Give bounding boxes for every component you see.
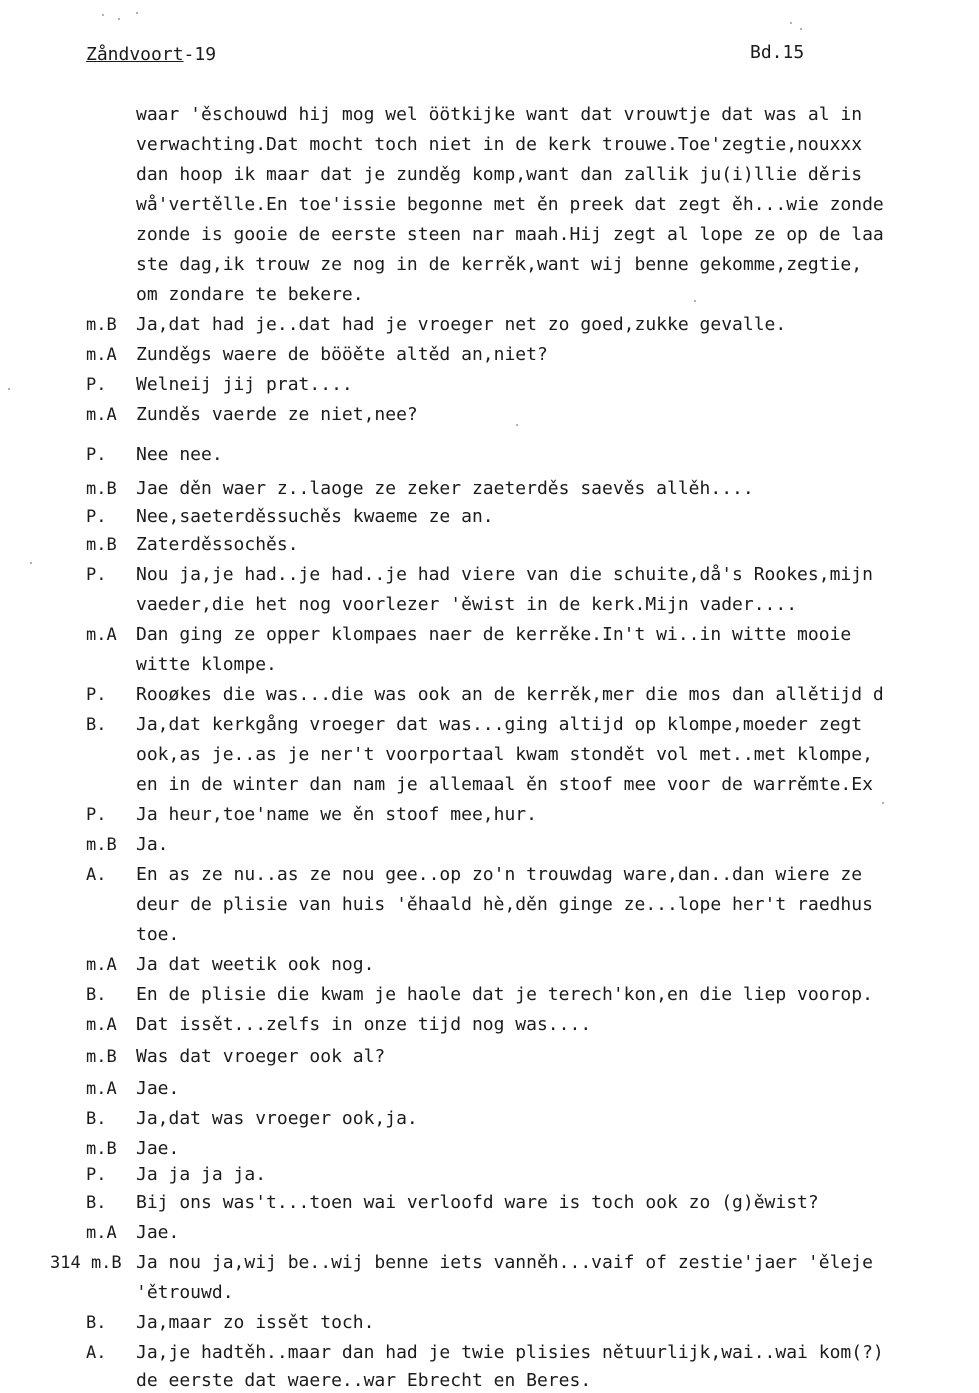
speaker-label: 314 m.B	[50, 1253, 122, 1273]
line-text: Ja.	[136, 834, 169, 855]
scan-speck	[136, 12, 138, 14]
speaker-label: P.	[86, 445, 107, 465]
line-text: Zunděs vaerde ze niet,nee?	[136, 404, 418, 425]
speaker-label: B.	[86, 1193, 107, 1213]
line-text: toe.	[136, 924, 180, 945]
line-text: de eerste dat waere..war Ebrecht en Beres.	[136, 1370, 592, 1391]
speaker-label: m.A	[86, 1079, 117, 1099]
line-text: Ja,maar zo issět toch.	[136, 1312, 375, 1333]
title-suffix: -19	[183, 44, 217, 65]
scan-speck	[30, 562, 32, 564]
line-text: dan hoop ik maar dat je zunděg komp,want dan zallik ju(i)llie děris	[136, 164, 863, 185]
scan-speck	[694, 300, 696, 302]
scan-speck	[102, 14, 104, 16]
title-main: Zåndvoort	[86, 44, 184, 65]
line-text: En as ze nu..as ze nou gee..op zo'n trouwdag ware,dan..dan wiere ze	[136, 864, 863, 885]
scan-speck	[882, 802, 884, 804]
speaker-label: m.A	[86, 345, 117, 365]
line-text: zonde is gooie de eerste steen nar maah.Hij zegt al lope ze op de laa	[136, 224, 884, 245]
line-text: Ja heur,toe'name we ěn stoof mee,hur.	[136, 804, 537, 825]
speaker-label: m.B	[86, 1047, 117, 1067]
scan-speck	[790, 22, 792, 24]
line-text: Ja,dat kerkgång vroeger dat was...ging altijd op klompe,moeder zegt	[136, 714, 863, 735]
speaker-label: P.	[86, 1165, 107, 1185]
line-text: Ja nou ja,wij be..wij benne iets vanněh...vaif of zestie'jaer 'ěleje	[136, 1252, 873, 1273]
speaker-label: B.	[86, 1313, 107, 1333]
line-text: ook,as je..as je ner't voorportaal kwam stondět vol met..met klompe,	[136, 744, 873, 765]
line-text: Bij ons was't...toen wai verloofd ware is toch ook zo (g)ěwist?	[136, 1192, 819, 1213]
line-text: witte klompe.	[136, 654, 277, 675]
document-title	[86, 44, 216, 65]
speaker-label: m.A	[86, 1015, 117, 1035]
line-text: Zaterděssochěs.	[136, 534, 299, 555]
speaker-label: P.	[86, 565, 107, 585]
line-text: deur de plisie van huis 'ěhaald hè,děn ginge ze...lope her't raedhus	[136, 894, 873, 915]
line-text: om zondare te bekere.	[136, 284, 364, 305]
speaker-label: P.	[86, 375, 107, 395]
line-text: verwachting.Dat mocht toch niet in de kerk trouwe.Toe'zegtie,nouxxx	[136, 134, 863, 155]
line-text: Dat issět...zelfs in onze tijd nog was....	[136, 1014, 592, 1035]
line-text: Nee,saeterděssuchěs kwaeme ze an.	[136, 506, 494, 527]
line-text: vaeder,die het nog voorlezer 'ěwist in de kerk.Mijn vader....	[136, 594, 798, 615]
line-text: waar 'ěschouwd hij mog wel öötkijke want dat vrouwtje dat was al in	[136, 104, 863, 125]
speaker-label: A.	[86, 1343, 107, 1363]
line-text: Was dat vroeger ook al?	[136, 1046, 386, 1067]
line-text: Zunděgs waere de bööěte altěd an,niet?	[136, 344, 548, 365]
line-text: Nee nee.	[136, 444, 223, 465]
speaker-label: m.B	[86, 1139, 117, 1159]
speaker-label: m.A	[86, 625, 117, 645]
line-text: Jae.	[136, 1078, 180, 1099]
speaker-label: m.B	[86, 535, 117, 555]
line-text: Jae.	[136, 1138, 180, 1159]
line-text: Ja,je hadtěh..maar dan had je twie plisies nětuurlijk,wai..wai kom(?)	[136, 1342, 884, 1363]
line-text: Ja ja ja ja.	[136, 1164, 267, 1185]
line-text: En de plisie die kwam je haole dat je terech'kon,en die liep voorop.	[136, 984, 873, 1005]
line-text: ste dag,ik trouw ze nog in de kerrěk,want wij benne gekomme,zegtie,	[136, 254, 863, 275]
speaker-label: P.	[86, 507, 107, 527]
line-text: Nou ja,je had..je had..je had viere van die schuite,då's Rookes,mijn	[136, 564, 873, 585]
speaker-label: m.B	[86, 835, 117, 855]
speaker-label: B.	[86, 715, 107, 735]
page-number: Bd.15	[750, 42, 805, 63]
scan-speck	[118, 18, 120, 20]
speaker-label: P.	[86, 805, 107, 825]
line-text: Ja,dat had je..dat had je vroeger net zo goed,zukke gevalle.	[136, 314, 787, 335]
speaker-label: B.	[86, 1109, 107, 1129]
speaker-label: P.	[86, 685, 107, 705]
line-text: en in de winter dan nam je allemaal ěn stoof mee voor de warrěmte.Ex	[136, 774, 873, 795]
line-text: Jae.	[136, 1222, 180, 1243]
scan-speck	[516, 424, 518, 426]
speaker-label: A.	[86, 865, 107, 885]
line-text: Welneij jij prat....	[136, 374, 353, 395]
line-text: Dan ging ze opper klompaes naer de kerrěke.In't wi..in witte mooie	[136, 624, 852, 645]
speaker-label: m.A	[86, 1223, 117, 1243]
line-text: Rooøkes die was...die was ook an de kerrěk,mer die mos dan allětijd d	[136, 684, 884, 705]
speaker-label: B.	[86, 985, 107, 1005]
line-text: 'ětrouwd.	[136, 1282, 234, 1303]
line-text: Ja,dat was vroeger ook,ja.	[136, 1108, 418, 1129]
line-text: wå'vertělle.En toe'issie begonne met ěn preek dat zegt ěh...wie zonde	[136, 194, 884, 215]
line-text: Ja dat weetik ook nog.	[136, 954, 375, 975]
speaker-label: m.B	[86, 315, 117, 335]
line-text: Jae děn waer z..laoge ze zeker zaeterděs saevěs allěh....	[136, 478, 754, 499]
scan-speck	[800, 28, 802, 30]
speaker-label: m.B	[86, 479, 117, 499]
speaker-label: m.A	[86, 955, 117, 975]
scan-speck	[8, 388, 10, 390]
speaker-label: m.A	[86, 405, 117, 425]
